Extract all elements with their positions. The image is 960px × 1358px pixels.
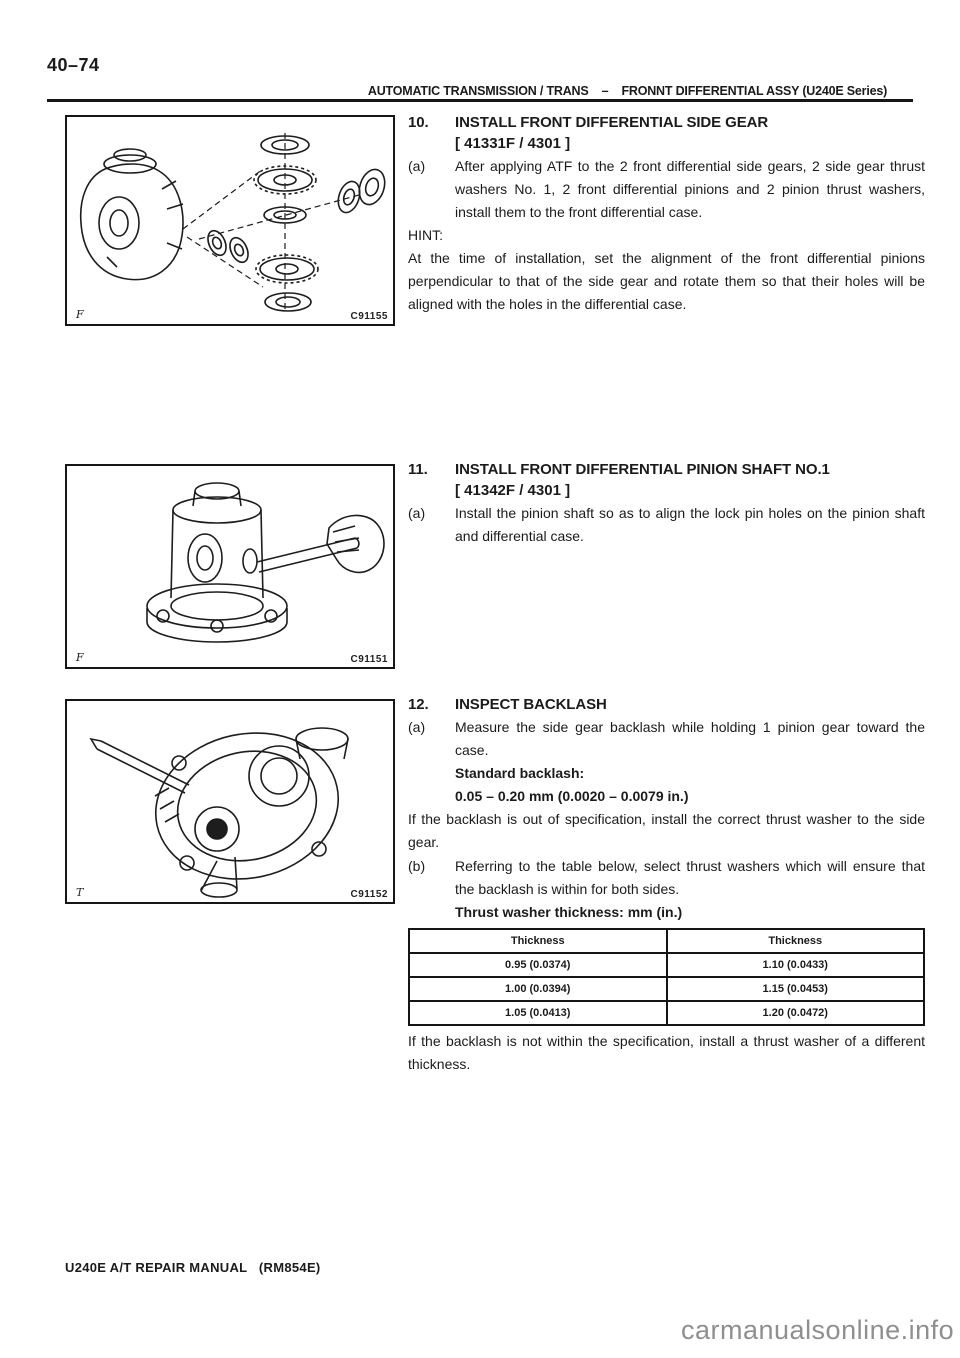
section-install-pinion-shaft (408, 459, 925, 548)
figure-backlash-inspection (65, 699, 395, 904)
out-of-spec-note: If the backlash is out of specification, install the correct thrust washer to the side gear. (408, 811, 925, 850)
standard-backlash-label: Standard backlash: (455, 765, 585, 781)
table-cell: 1.20 (0.0472) (667, 1001, 925, 1025)
table-row (409, 1001, 924, 1025)
table-header-cell: Thickness (667, 929, 925, 953)
exploded-diagram-illustration (67, 117, 393, 324)
table-row (409, 953, 924, 977)
table-cell: 0.95 (0.0374) (409, 953, 667, 977)
figure-code: C91155 (348, 311, 388, 322)
section-title: INSTALL FRONT DIFFERENTIAL PINION SHAFT NO.1 (455, 461, 830, 478)
step-text: After applying ATF to the 2 front differential side gears, 2 side gear thrust washers No. 1, 2 front differential pinions and 2 pinion thrust washers, install them to the front differential case. (455, 158, 925, 220)
step-label: (a) (408, 505, 426, 521)
figure-code: C91152 (348, 889, 388, 900)
table-header-row (409, 929, 924, 953)
section-number: 10. (408, 114, 429, 131)
header-rule (47, 99, 913, 102)
page-number: 40–74 (47, 55, 100, 75)
section-number: 12. (408, 696, 429, 713)
step-label: (b) (408, 858, 426, 874)
figure-exploded-side-gear (65, 115, 395, 326)
backlash-measurement-illustration (67, 701, 393, 902)
standard-backlash-value: 0.05 – 0.20 mm (0.0020 – 0.0079 in.) (455, 788, 689, 804)
step-label: (a) (408, 719, 426, 735)
step-text: Measure the side gear backlash while holding 1 pinion gear toward the case. (455, 719, 925, 758)
section-title: INSPECT BACKLASH (455, 696, 607, 713)
pinion-shaft-illustration (67, 466, 393, 667)
figure-corner-mark: T (76, 886, 84, 899)
not-within-spec-note: If the backlash is not within the specification, install a thrust washer of a different thickness. (408, 1033, 925, 1072)
table-cell: 1.00 (0.0394) (409, 977, 667, 1001)
thrust-washer-table-title: Thrust washer thickness: mm (in.) (455, 904, 683, 920)
figure-corner-mark: F (76, 651, 84, 664)
section-op-code: [ 41331F / 4301 ] (455, 135, 571, 152)
table-cell: 1.15 (0.0453) (667, 977, 925, 1001)
step-text: Install the pinion shaft so as to align the lock pin holes on the pinion shaft and differential case. (455, 505, 925, 544)
hint-label: HINT: (408, 227, 443, 243)
watermark: carmanualsonline.info (681, 1315, 955, 1345)
table-cell: 1.10 (0.0433) (667, 953, 925, 977)
section-title: INSTALL FRONT DIFFERENTIAL SIDE GEAR (455, 114, 769, 131)
page-header-title: AUTOMATIC TRANSMISSION / TRANS – FRONNT DIFFERENTIAL ASSY (U240E Series) (367, 84, 888, 98)
table-cell: 1.05 (0.0413) (409, 1001, 667, 1025)
section-number: 11. (408, 461, 428, 478)
table-header-cell: Thickness (409, 929, 667, 953)
table-row (409, 977, 924, 1001)
hint-text: At the time of installation, set the alignment of the front differential pinions perpendicular to that of the side gear and rotate them so that their holes will be aligned with the holes in the differential case. (408, 250, 925, 312)
step-label: (a) (408, 158, 426, 174)
figure-code: C91151 (348, 654, 388, 665)
figure-corner-mark: F (76, 308, 84, 321)
section-install-side-gear (408, 112, 925, 316)
figure-pinion-shaft-install (65, 464, 395, 669)
thrust-washer-table (408, 928, 925, 1026)
section-inspect-backlash (408, 694, 925, 1076)
step-text: Referring to the table below, select thrust washers which will ensure that the backlash is within for both sides. (455, 858, 925, 897)
footer-manual-reference: U240E A/T REPAIR MANUAL (RM854E) (65, 1260, 321, 1275)
section-op-code: [ 41342F / 4301 ] (455, 482, 571, 499)
